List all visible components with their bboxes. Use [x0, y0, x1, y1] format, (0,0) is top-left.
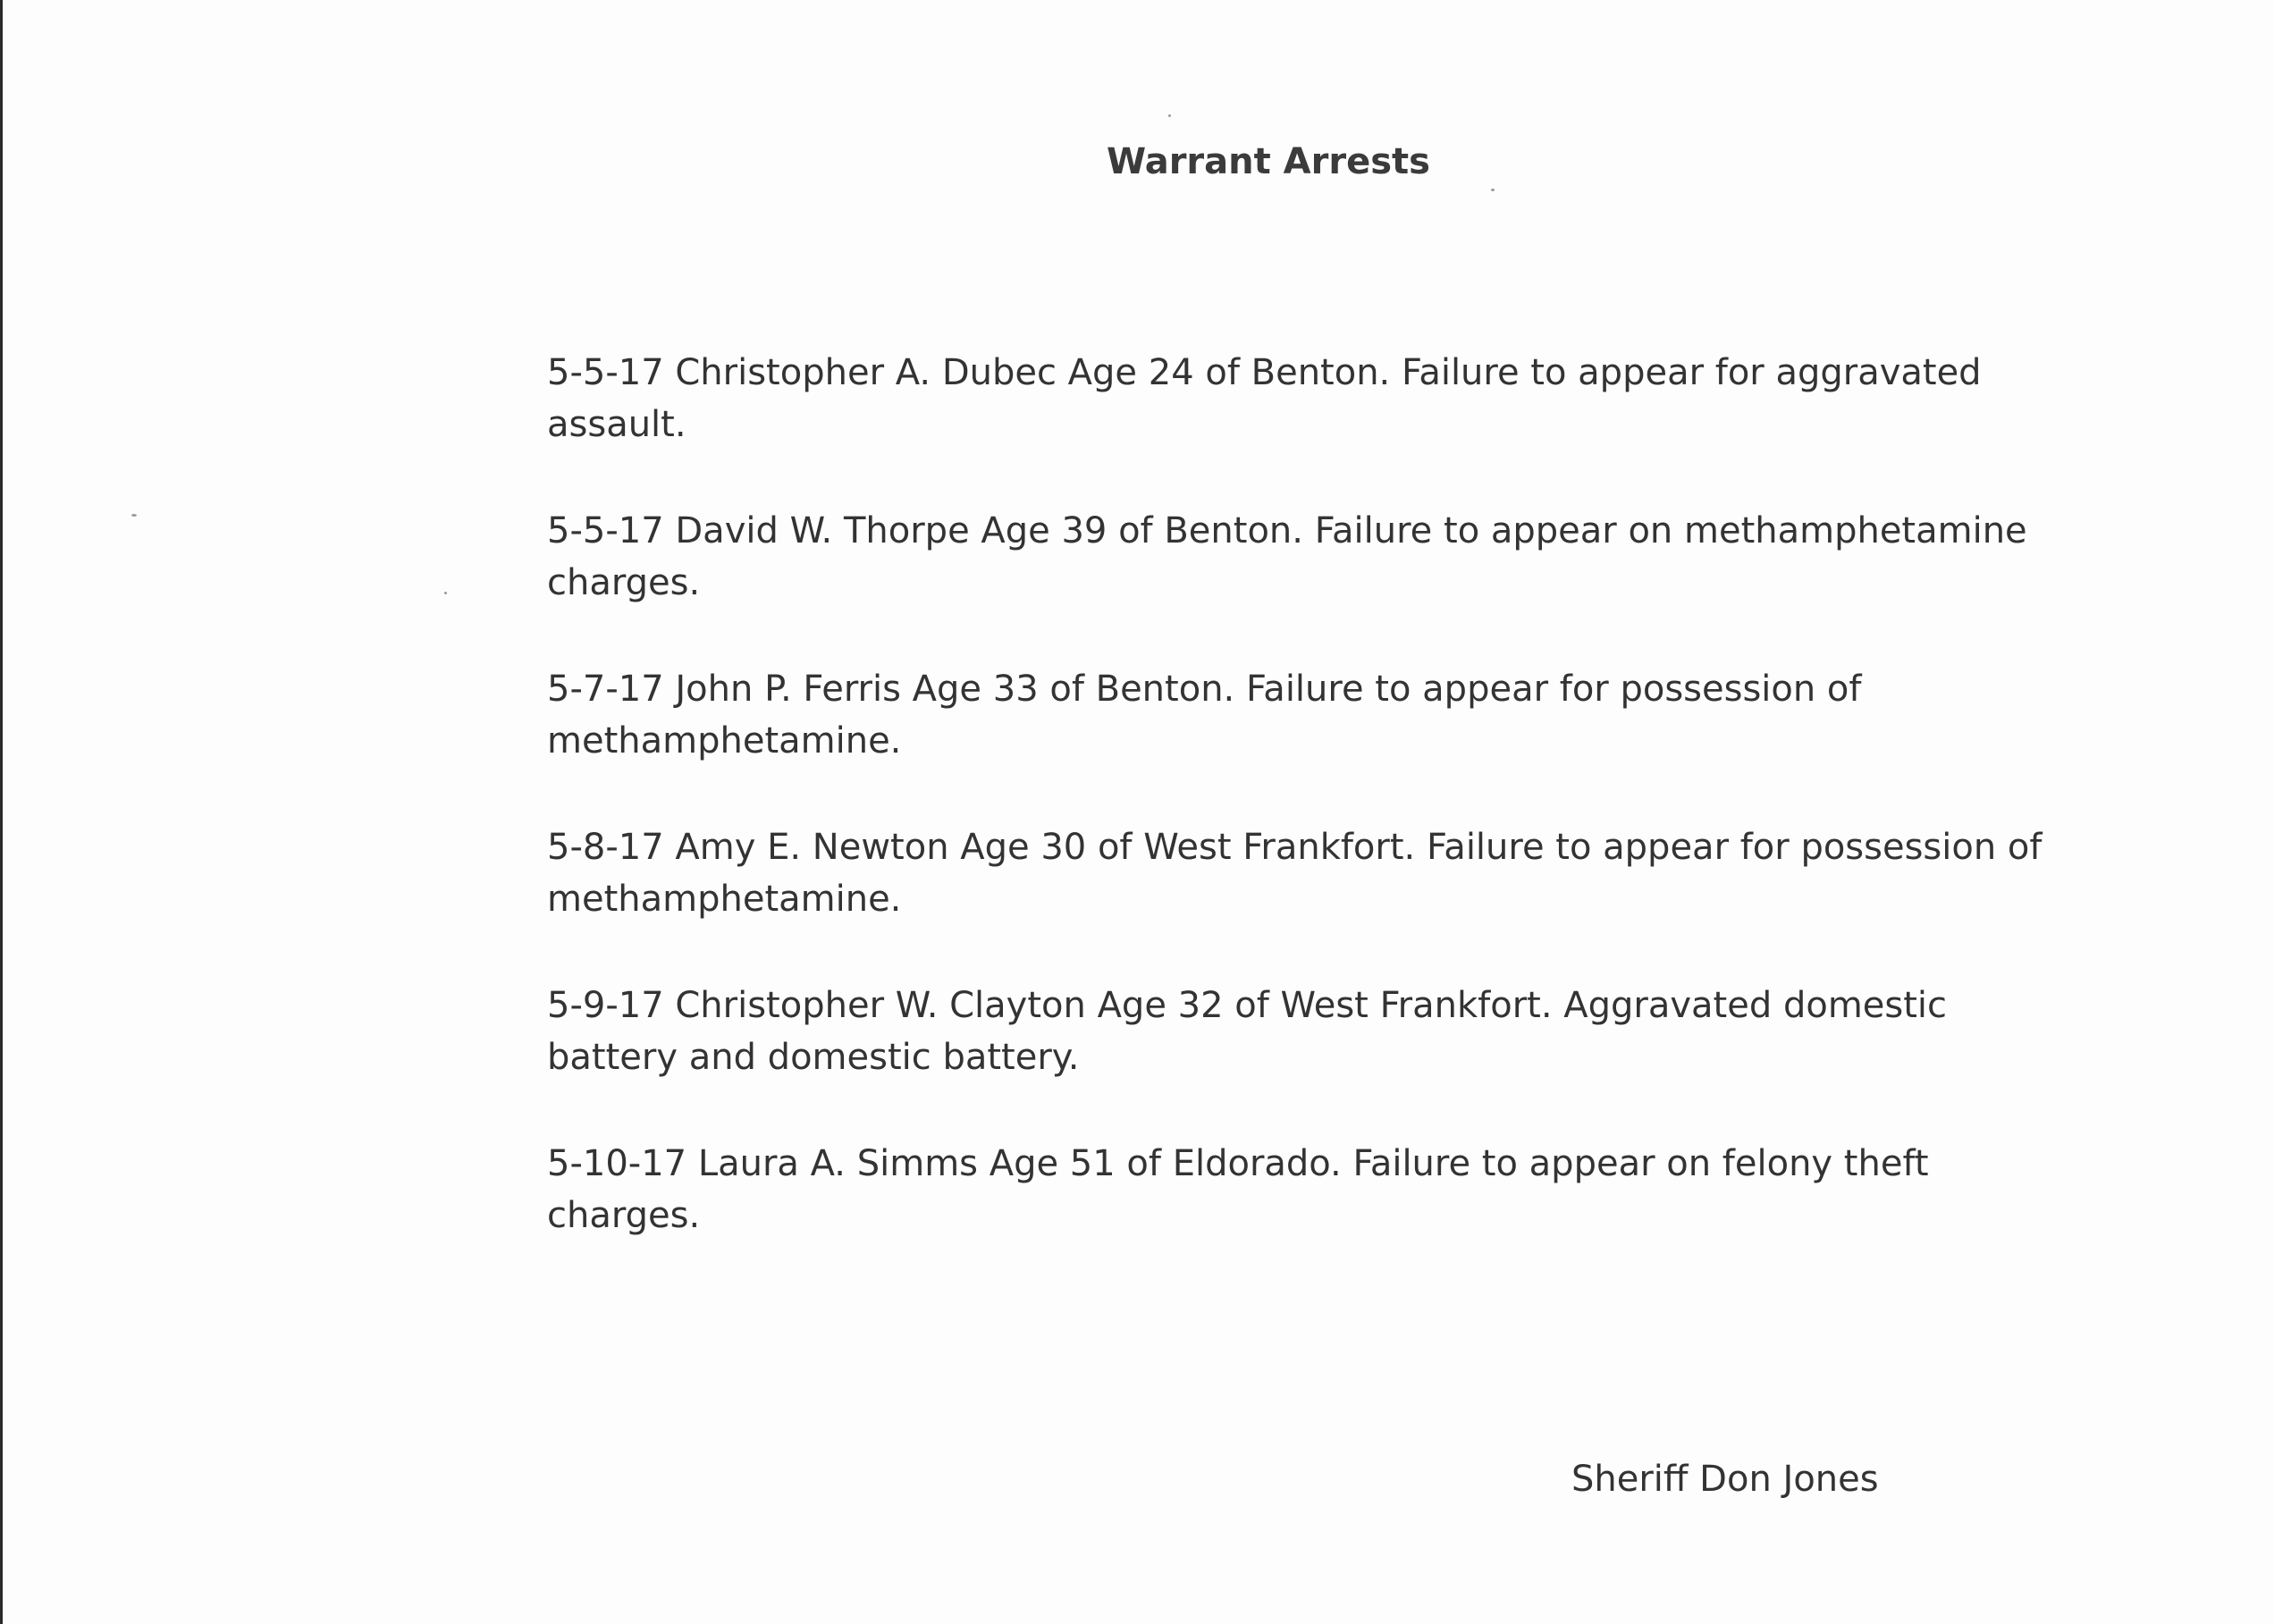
- arrest-entry: 5-5-17 Christopher A. Dubec Age 24 of Benton. Failure to appear for aggravated assault.: [547, 352, 1982, 445]
- arrest-entry: 5-7-17 John P. Ferris Age 33 of Benton. Failure to appear for possession of methamphetamine.: [547, 669, 1862, 762]
- arrest-entry: 5-8-17 Amy E. Newton Age 30 of West Frankfort. Failure to appear for possession of methamphetamine.: [547, 827, 2042, 920]
- arrest-entry: 5-5-17 David W. Thorpe Age 39 of Benton. Failure to appear on methamphetamine charges.: [547, 510, 2027, 603]
- page-edge-shadow: [0, 0, 3, 1624]
- arrest-entry: 5-10-17 Laura A. Simms Age 51 of Eldorado. Failure to appear on felony theft charges.: [547, 1143, 1929, 1236]
- scan-speck: [1491, 189, 1495, 191]
- arrest-entry: 5-9-17 Christopher W. Clayton Age 32 of West Frankfort. Aggravated domestic battery and domestic battery.: [547, 985, 1948, 1078]
- document-title: Warrant Arrests: [1107, 141, 1430, 182]
- arrest-list: [547, 347, 2049, 1296]
- scan-speck: [1168, 114, 1171, 117]
- signature-line: Sheriff Don Jones: [1571, 1459, 1879, 1500]
- scan-speck: [444, 592, 447, 594]
- scan-speck: [131, 514, 137, 517]
